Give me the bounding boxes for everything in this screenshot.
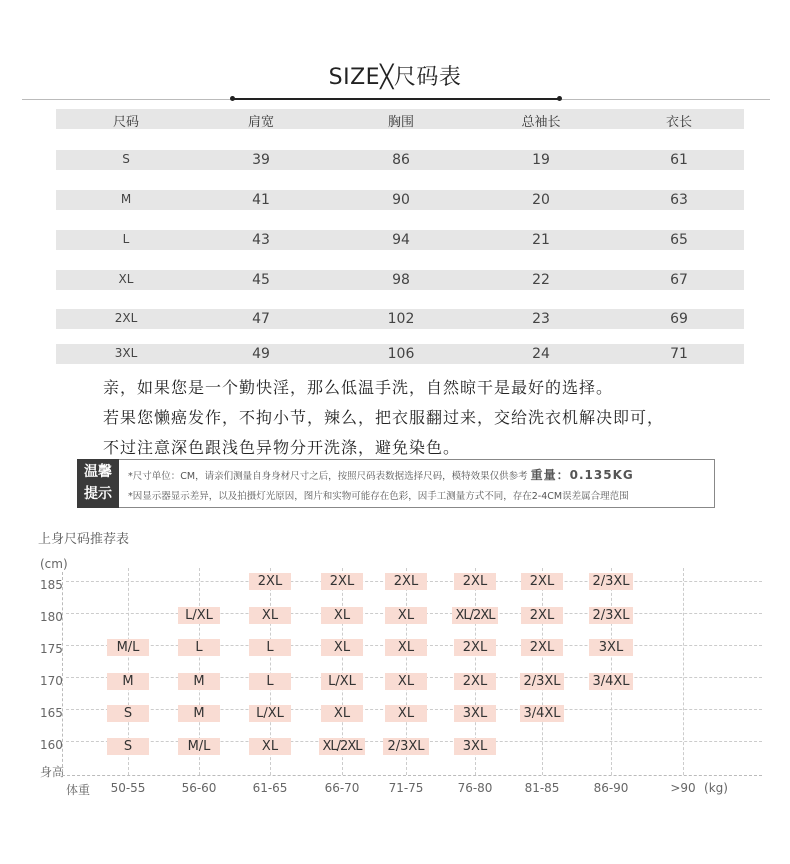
size-chip: L/XL xyxy=(321,673,363,690)
cell-length: 63 xyxy=(670,192,688,208)
cell-sleeve: 24 xyxy=(532,346,550,362)
tip-label-line2: 提示 xyxy=(84,486,112,502)
cell-shoulder: 43 xyxy=(252,232,270,248)
size-table-header-row xyxy=(56,109,744,129)
header-chest: 胸围 xyxy=(387,115,414,130)
x-unit-label: (kg) xyxy=(704,781,728,795)
size-chip: M xyxy=(107,673,149,690)
size-chip: 2XL xyxy=(454,673,496,690)
weight-range-label: 56-60 xyxy=(181,781,217,795)
tip-measure-note: *尺寸单位：CM，请亲们测量自身身材尺寸之后，按照尺码表数据选择尺码，模特效果仅供参考 xyxy=(128,471,528,482)
cell-chest: 86 xyxy=(392,152,410,168)
size-chip: L xyxy=(178,639,220,656)
weight-range-label: 81-85 xyxy=(524,781,560,795)
size-chip: M/L xyxy=(107,639,149,656)
title-underline xyxy=(232,98,560,100)
tip-label-line1: 温馨 xyxy=(84,464,112,480)
cell-sleeve: 22 xyxy=(532,272,550,288)
weight-range-label: 66-70 xyxy=(324,781,360,795)
size-chip: 3/4XL xyxy=(589,673,633,690)
y-unit-label: (cm) xyxy=(40,557,68,571)
cell-size: S xyxy=(122,152,130,166)
cell-chest: 90 xyxy=(392,192,410,208)
x-axis xyxy=(62,775,762,776)
size-chip: M xyxy=(178,673,220,690)
tip-label xyxy=(77,459,119,508)
size-chip: 2XL xyxy=(385,573,427,590)
height-label: 170 xyxy=(40,674,63,688)
y-axis-label: 身高 xyxy=(40,765,65,779)
size-chip: 2XL xyxy=(454,639,496,656)
size-chip: 3/4XL xyxy=(520,705,564,722)
size-chip: 2XL xyxy=(454,573,496,590)
size-chip: 2XL xyxy=(321,573,363,590)
size-chip: S xyxy=(107,738,149,755)
cell-length: 69 xyxy=(670,311,688,327)
header-shoulder: 肩宽 xyxy=(247,115,274,130)
size-chip: L xyxy=(249,639,291,656)
size-chip: L/XL xyxy=(178,607,220,624)
cell-length: 65 xyxy=(670,232,688,248)
size-chip: XL xyxy=(249,738,291,755)
table-row xyxy=(56,150,744,170)
weight-label: 重量：0.135KG xyxy=(530,468,634,482)
cell-size: XL xyxy=(118,272,134,286)
size-chip: 2/3XL xyxy=(520,673,564,690)
tip-line-2: *因显示器显示差异，以及拍摄灯光原因，图片和实物可能存在色彩，因手工测量方式不同，存在2-4CM误差属合理范围 xyxy=(128,491,629,502)
cell-shoulder: 41 xyxy=(252,192,270,208)
cell-sleeve: 21 xyxy=(532,232,550,248)
size-chip: 2XL xyxy=(249,573,291,590)
cell-shoulder: 45 xyxy=(252,272,270,288)
size-chip: M/L xyxy=(178,738,220,755)
page-title: SIZE╳尺码表 xyxy=(328,65,462,90)
table-row xyxy=(56,190,744,210)
cell-shoulder: 39 xyxy=(252,152,270,168)
size-chip: XL xyxy=(385,673,427,690)
x-axis-label: 体重 xyxy=(65,783,90,797)
header-size: 尺码 xyxy=(112,115,139,130)
title-dot-right xyxy=(557,96,562,101)
size-chip: XL/2XL xyxy=(319,738,365,755)
cell-length: 71 xyxy=(670,346,688,362)
header-sleeve: 总袖长 xyxy=(521,115,561,130)
table-row xyxy=(56,309,744,329)
cell-length: 67 xyxy=(670,272,688,288)
size-chip: XL xyxy=(385,607,427,624)
weight-range-label: >90 xyxy=(670,781,696,795)
size-chip: 2XL xyxy=(521,573,563,590)
size-chip: L xyxy=(249,673,291,690)
size-chip: 2/3XL xyxy=(383,738,429,755)
size-chip: 2/3XL xyxy=(589,607,633,624)
cell-size: 3XL xyxy=(114,346,138,360)
cell-length: 61 xyxy=(670,152,688,168)
cell-sleeve: 19 xyxy=(532,152,550,168)
grid-line xyxy=(683,568,684,775)
size-chip: M xyxy=(178,705,220,722)
cell-chest: 102 xyxy=(387,311,415,327)
weight-range-label: 71-75 xyxy=(388,781,424,795)
size-chip: XL xyxy=(385,639,427,656)
grid-line xyxy=(611,568,612,775)
size-chip: XL/2XL xyxy=(452,607,498,624)
weight-range-label: 86-90 xyxy=(593,781,629,795)
table-row xyxy=(56,344,744,364)
cell-chest: 94 xyxy=(392,232,410,248)
grid-line xyxy=(542,568,543,775)
care-note-1: 亲，如果您是一个勤快淫，那么低温手洗，自然晾干是最好的选择。 xyxy=(103,378,614,397)
height-label: 160 xyxy=(40,738,63,752)
care-note-3: 不过注意深色跟浅色异物分开洗涤，避免染色。 xyxy=(103,438,461,457)
cell-size: 2XL xyxy=(114,311,138,325)
care-note-2: 若果您懒癌发作，不拘小节，辣么，把衣服翻过来，交给洗衣机解决即可， xyxy=(103,408,665,427)
weight-range-label: 76-80 xyxy=(457,781,493,795)
size-chip: 2XL xyxy=(521,639,563,656)
cell-sleeve: 20 xyxy=(532,192,550,208)
size-chip: XL xyxy=(249,607,291,624)
height-label: 180 xyxy=(40,610,63,624)
size-chip: 3XL xyxy=(454,738,496,755)
height-label: 165 xyxy=(40,706,63,720)
y-axis xyxy=(62,572,63,772)
height-label: 185 xyxy=(40,578,63,592)
height-label: 175 xyxy=(40,642,63,656)
size-chip: L/XL xyxy=(249,705,291,722)
size-chip: 3XL xyxy=(454,705,496,722)
title-dot-left xyxy=(230,96,235,101)
size-chip: XL xyxy=(385,705,427,722)
size-chip: S xyxy=(107,705,149,722)
size-chip: XL xyxy=(321,639,363,656)
size-chip: XL xyxy=(321,607,363,624)
cell-chest: 98 xyxy=(392,272,410,288)
cell-shoulder: 47 xyxy=(252,311,270,327)
table-row xyxy=(56,270,744,290)
cell-chest: 106 xyxy=(387,346,415,362)
table-row xyxy=(56,230,744,250)
tip-line-1 xyxy=(128,466,634,483)
cell-size: M xyxy=(120,192,132,206)
cell-sleeve: 23 xyxy=(532,311,550,327)
header-length: 衣长 xyxy=(665,115,692,130)
size-chip: XL xyxy=(321,705,363,722)
recommend-title: 上身尺码推荐表 xyxy=(38,532,130,547)
size-chip: 3XL xyxy=(589,639,633,656)
cell-shoulder: 49 xyxy=(252,346,270,362)
size-chip: 2/3XL xyxy=(589,573,633,590)
cell-size: L xyxy=(122,232,130,246)
weight-range-label: 61-65 xyxy=(252,781,288,795)
size-chip: 2XL xyxy=(521,607,563,624)
weight-range-label: 50-55 xyxy=(110,781,146,795)
